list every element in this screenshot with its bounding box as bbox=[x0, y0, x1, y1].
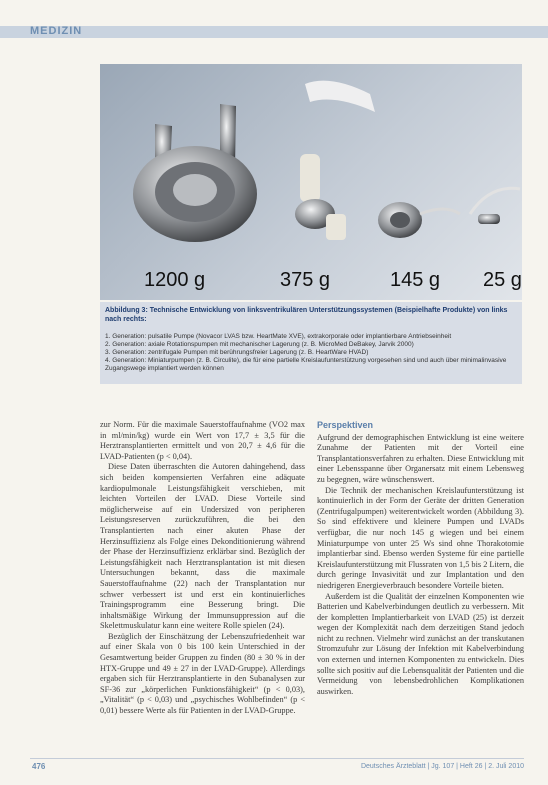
body-paragraph: Bezüglich der Einschätzung der Lebenszufriedenheit war auf einer Skala von 0 bis 100 kein Unterschied in der Gesamtwertung beider Gruppen zu finden (80 ± 30 % in der HTX-Gruppe und 49 ± 27 in der LVAD-Gruppe). Allerdings ergaben sich für Herztransplantierte in den Subanalysen zur SF-36 zur „körperlichen Funktionsfähigkeit“ (p < 0,03), „Vitalität“ (p < 0,03) und „psychisches Wohlbefinden“ (p < 0,01) bessere Werte als für Patienten in der LVAD-Gruppe. bbox=[100, 631, 305, 716]
section-label: MEDIZIN bbox=[30, 25, 83, 37]
devices-illustration bbox=[100, 64, 522, 300]
device-1 bbox=[133, 104, 257, 242]
caption-item: 3. Generation: zentrifugale Pumpen mit berührungsfreier Lagerung (z. B. HeartWare HVAD) bbox=[105, 349, 369, 356]
body-paragraph: Die Technik der mechanischen Kreislaufunterstützung ist kontinuierlich in der Form der Geräte der dritten Generation (Zentrifugalpumpen) weiterentwickelt worden (Abbildung 3). So sind effektivere und kleinere Pumpen und LVADs verfügbar, die nur noch 145 g wiegen und bei einem Miniaturpumpe von unter 25 Ws sind ohne Thorakotomie implantierbar sind. Ebenso werden Systeme für eine partielle Kreislaufunterstützung mit Flussraten von 1,5 bis 2 Litern, die durch geringe Invasivität und zur Implantation und den niedrigeren Energieverbrauch besondere Vorteile bieten. bbox=[317, 485, 524, 590]
body-paragraph: zur Norm. Für die maximale Sauerstoffaufnahme (VO2 max in ml/min/kg) wurde ein Wert von 17,7 ± 3,5 für die Herztransplantierten ermittelt und von 20,7 ± 4,6 für die LVAD-Patienten (p < 0,04). bbox=[100, 420, 305, 461]
body-paragraph: Diese Daten überraschten die Autoren dahingehend, dass sich beiden kompensierten Verfahren eine adäquate kardiopulmonale Leistungsfähigkeit verschieben, mit leichten Vorteilen der LVAD. Diese Vorteile sind möglicherweise auf ein Undersized von peripheren Leistungsreserven zurückzuführen, die bei den Transplantierten nach einer akuten Phase der Herzinsuffizienz als Folge eines Dekonditionierung während der Phase der Herzinsuffizienz erklärbar sind. Bezüglich der Leistungsfähigkeit nach Herztransplantation ist mit diesen Untersuchungen bekannt, dass die maximale Sauerstoffaufnahme (22) nach der Transplantation nur schwer verbessert ist und erst ein kontinuierliches Trainingsprogramm eine Besserung bringt. Die inhaltsmäßige Wirkung der Immunsuppression auf die Skelettmuskulatur kann eine weitere Rolle spielen (24). bbox=[100, 462, 305, 631]
caption-item: 4. Generation: Miniaturpumpen (z. B. Circulite), die für eine partielle Kreislaufunterstützung vorgesehen sind und auch über minimalinvasive Zugangswege implantiert werden können bbox=[105, 357, 507, 372]
article-column-right bbox=[317, 420, 524, 697]
body-paragraph: Aufgrund der demographischen Entwicklung ist eine weitere Zunahme der Patienten mit der Vorteil eine Transplantationsverfahren zu erhalten. Diese Entwicklung mit einer Lebensspanne über Organersatz mit einem Lebensweg zu begegnen, wäre wünschenswert. bbox=[317, 432, 524, 484]
weight-label: 1200 g bbox=[144, 269, 206, 291]
footer-rule bbox=[30, 758, 524, 759]
figure-caption-list bbox=[105, 333, 515, 373]
caption-item: 2. Generation: axiale Rotationspumpen mit mechanischer Lagerung (z. B. MicroMed DeBakey, Jarvik 2000) bbox=[105, 341, 414, 348]
weight-label: 375 g bbox=[280, 269, 331, 291]
page-number: 476 bbox=[32, 762, 46, 771]
figure-caption-title: Abbildung 3: Technische Entwicklung von linksventrikulären Unterstützungssystemen (Beispielhafte Produkte) von links nach rechts: bbox=[105, 307, 508, 323]
weight-label: 25 g bbox=[483, 269, 522, 291]
section-heading: Perspektiven bbox=[317, 420, 374, 430]
device-photo bbox=[100, 64, 522, 300]
weight-label: 145 g bbox=[390, 269, 441, 291]
device-4 bbox=[470, 188, 520, 224]
caption-item: 1. Generation: pulsatile Pumpe (Novacor LVAS bzw. HeartMate XVE), extrakorporale oder implantierbare Antriebseinheit bbox=[105, 333, 452, 340]
device-3 bbox=[378, 202, 460, 238]
body-paragraph: Außerdem ist die Qualität der einzelnen Komponenten wie Batterien und Kabelverbindungen deutlich zu verbessern. Mit der kompletten Implantierbarkeit von LVAD (25) ist derzeit wegen der Komplexität nach dem derzeitigen Stand jedoch nicht zu rechnen. Vielmehr wird zunächst an der transkutanen Stromzufuhr zur Lösung der Infektion mit Kabelverbindung von externen und internen Komponenten zu entwickeln. Dies sollte sich positiv auf die Lebensqualität der Patienten und die Vermeidung von lebensbedrohlichen Komplikationen auswirken. bbox=[317, 591, 524, 696]
device-2 bbox=[295, 81, 375, 240]
journal-citation: Deutsches Ärzteblatt | Jg. 107 | Heft 26 | 2. Juli 2010 bbox=[360, 763, 524, 770]
article-column-left bbox=[100, 420, 305, 717]
